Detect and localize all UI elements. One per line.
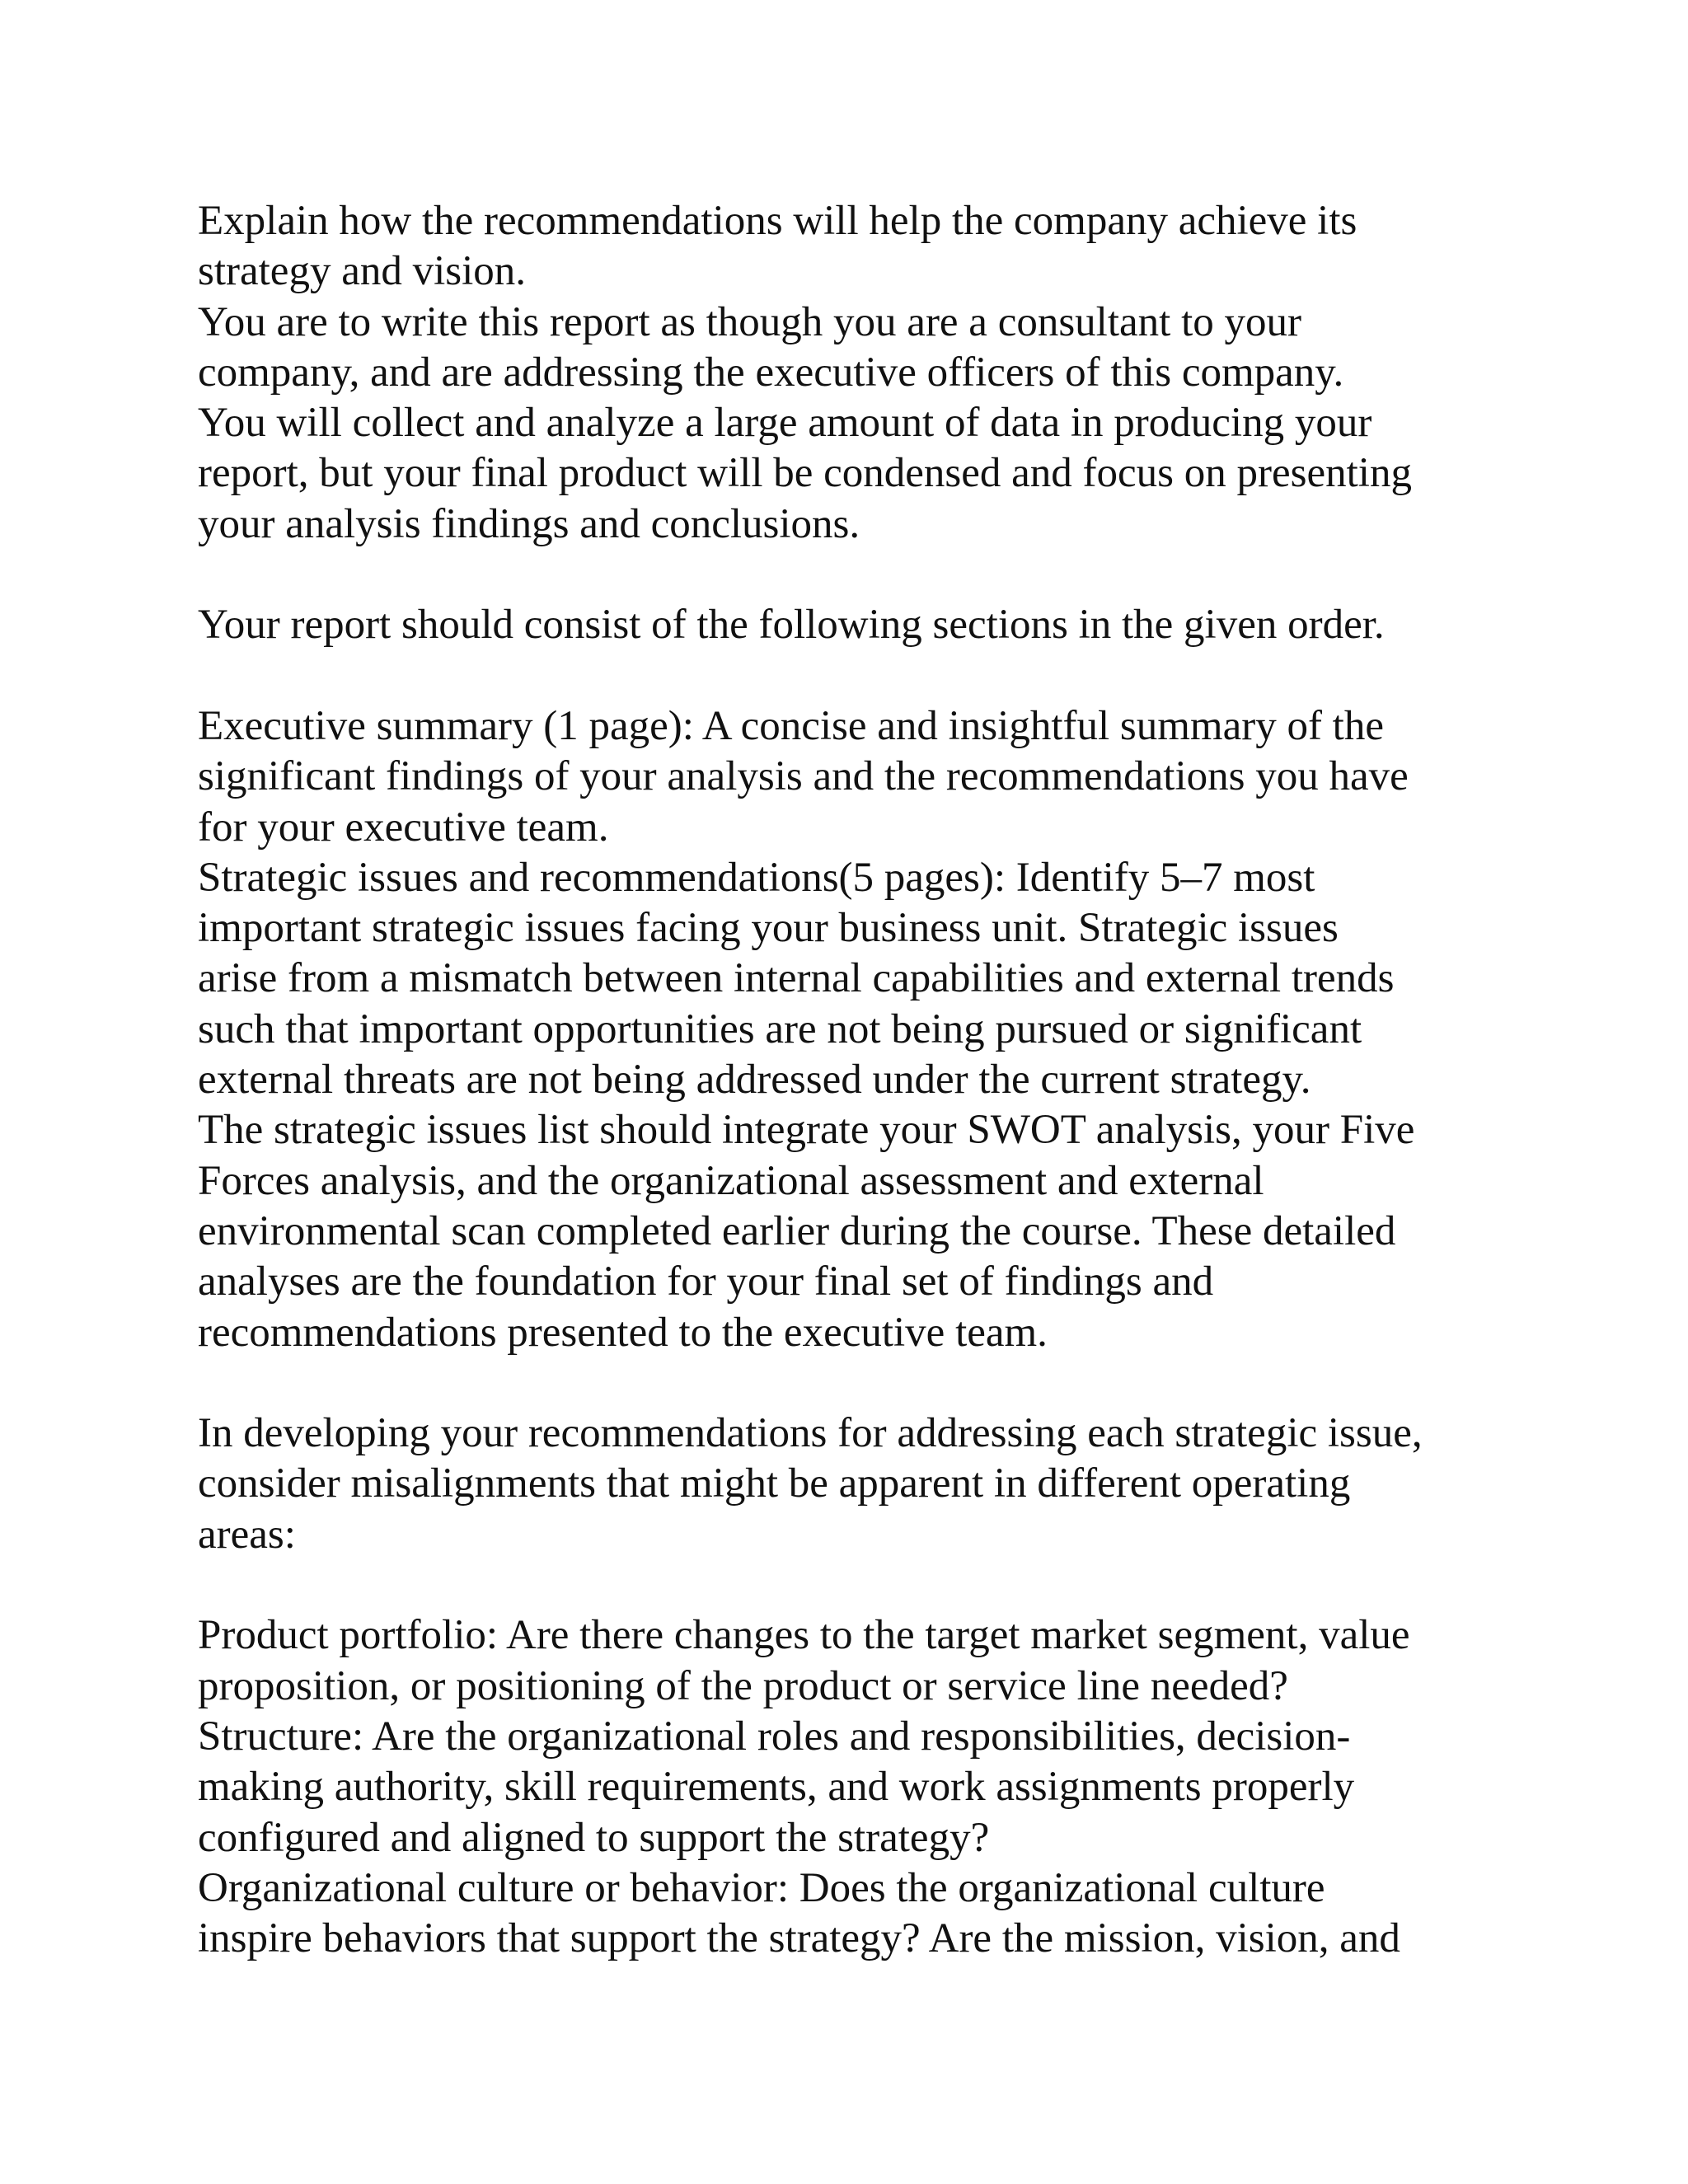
- text-line: Structure: Are the organizational roles and responsibilities, decision-: [198, 1713, 1351, 1760]
- text-line: significant findings of your analysis and the recommendations you have: [198, 753, 1409, 800]
- text-line: report, but your final product will be condensed and focus on presenting: [198, 450, 1412, 497]
- text-line: Forces analysis, and the organizational assessment and external: [198, 1157, 1264, 1204]
- text-line: environmental scan completed earlier during the course. These detailed: [198, 1207, 1396, 1254]
- text-line: recommendations presented to the executive team.: [198, 1309, 1048, 1356]
- text-line: important strategic issues facing your business unit. Strategic issues: [198, 905, 1339, 952]
- text-line: for your executive team.: [198, 804, 609, 851]
- text-line: external threats are not being addressed under the current strategy.: [198, 1057, 1311, 1104]
- text-line: configured and aligned to support the strategy?: [198, 1814, 990, 1861]
- text-line: areas:: [198, 1511, 296, 1558]
- text-line: Organizational culture or behavior: Does the organizational culture: [198, 1864, 1325, 1911]
- text-line: proposition, or positioning of the product or service line needed?: [198, 1662, 1288, 1709]
- text-line: You are to write this report as though you are a consultant to your: [198, 298, 1301, 345]
- paragraph-gap: [198, 1358, 1517, 1408]
- text-line: Explain how the recommendations will help the company achieve its: [198, 198, 1357, 244]
- text-line: Executive summary (1 page): A concise and insightful summary of the: [198, 702, 1384, 749]
- text-line: Strategic issues and recommendations(5 pages): Identify 5–7 most: [198, 854, 1315, 901]
- text-line: such that important opportunities are not being pursued or significant: [198, 1005, 1362, 1052]
- paragraph-gap: [198, 550, 1517, 600]
- text-line: strategy and vision.: [198, 248, 527, 295]
- text-line: consider misalignments that might be apparent in different operating: [198, 1460, 1351, 1507]
- document-body: [198, 196, 1517, 1964]
- text-line: analyses are the foundation for your final set of findings and: [198, 1258, 1214, 1305]
- text-line: arise from a mismatch between internal capabilities and external trends: [198, 955, 1395, 1002]
- text-line: In developing your recommendations for addressing each strategic issue,: [198, 1410, 1423, 1457]
- text-line: inspire behaviors that support the strategy? Are the mission, vision, and: [198, 1915, 1400, 1962]
- text-line: Your report should consist of the following sections in the given order.: [198, 602, 1385, 649]
- text-line: The strategic issues list should integrate your SWOT analysis, your Five: [198, 1107, 1415, 1154]
- text-line: company, and are addressing the executive officers of this company.: [198, 349, 1344, 396]
- text-line: making authority, skill requirements, and work assignments properly: [198, 1764, 1355, 1811]
- text-line: You will collect and analyze a large amount of data in producing your: [198, 400, 1372, 447]
- paragraph-gap: [198, 1560, 1517, 1610]
- text-line: your analysis findings and conclusions.: [198, 500, 860, 547]
- text-line: Product portfolio: Are there changes to the target market segment, value: [198, 1612, 1410, 1659]
- paragraph-gap: [198, 651, 1517, 701]
